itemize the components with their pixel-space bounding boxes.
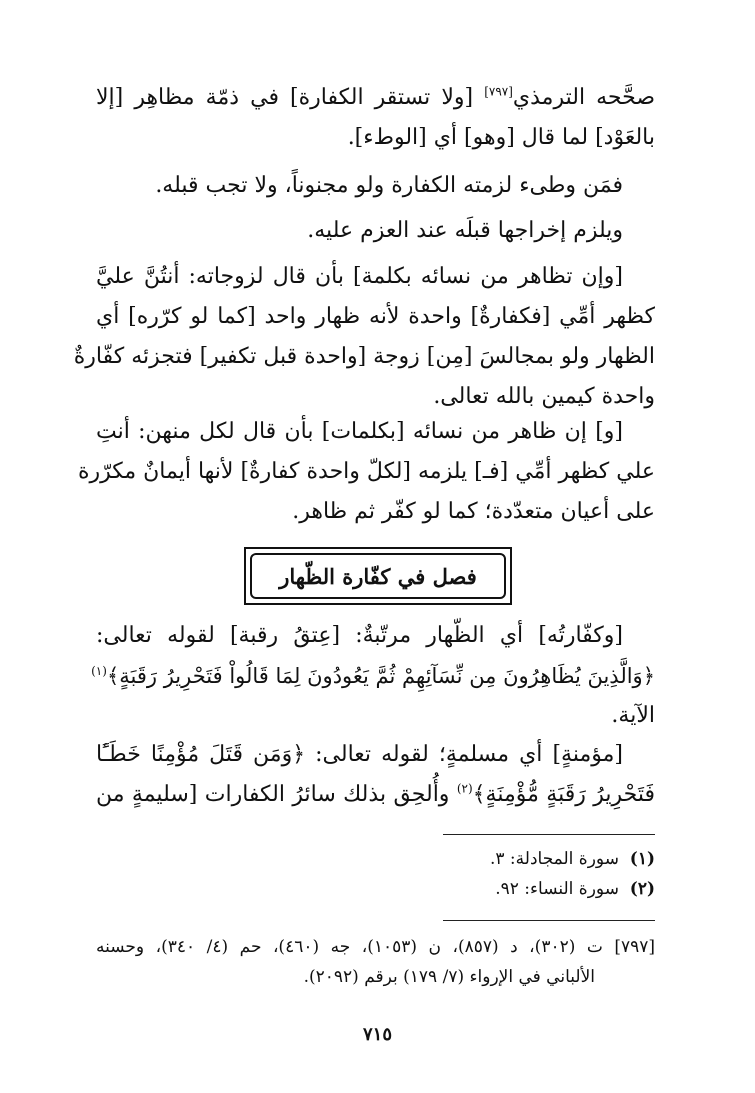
paragraph-2: فمَن وطىء لزمته الكفارة ولو مجنوناً، ولا تجب قبله. xyxy=(155,173,623,198)
endnote-separator xyxy=(443,920,655,921)
paragraph-3: ويلزم إخراجها قبلَه عند العزم عليه. xyxy=(307,218,623,243)
paragraph-4: [وإن تظاهر من نسائه بكلمة] بأن قال لزوجاته: أنتُنَّ عليَّ كظهر أمِّي [فكفارةٌ] واحدة لأنه ظهار واحد [كما لو كرّره] أي الظهار ولو بمجالسَ [مِن] زوجة [واحدة قبل تكفير] فتجزئه كفّارةٌ واحدة كيمين بالله تعالى. xyxy=(73,264,655,409)
endnote-ref: [٧٩٧] xyxy=(484,84,513,99)
footnotes xyxy=(96,844,655,904)
paragraph-1-line-1: صحَّحه الترمذي[٧٩٧] [ولا تستقر الكفارة] في ذمّة مظاهِر [إلا xyxy=(96,84,655,110)
section-heading: فصل في كفّارة الظّهار xyxy=(279,563,477,589)
paragraph-7: [مؤمنةٍ] أي مسلمةٍ؛ لقوله تعالى: ﴿وَمَن قَتَلَ مُؤْمِنًا خَطَـًٔا فَتَحْرِيرُ رَقَبَةٍ مُّؤْمِنَةٍ﴾$^{(٢)}$ وأُلحِق بذلك سائرُ الكفارات [سليمةٍ من xyxy=(96,735,655,815)
endnote: [٧٩٧] ت (٣٠٢)، د (٨٥٧)، ن (١٠٥٣)، جه (٤٦٠)، حم (٤/ ٣٤٠)، وحسنه الألباني في الإرواء (٧/ ١٧٩) برقم (٢٠٩٢). xyxy=(96,937,656,987)
footnote-1: (١) سورة المجادلة: ٣. xyxy=(489,849,655,869)
section-heading-frame xyxy=(244,547,512,605)
page-number: ٧١٥ xyxy=(362,1024,392,1045)
section-heading-inner-frame xyxy=(250,553,506,599)
quran-verse-1: ﴿وَالَّذِينَ يُظَاهِرُونَ مِن نِّسَآئِهِمْ ثُمَّ يَعُودُونَ لِمَا قَالُواْ فَتَحْرِيرُ رَقَبَةٍ﴾$^{(١)}$ xyxy=(91,664,655,688)
paragraph-1 xyxy=(96,78,655,158)
footnote-ref-1: (١) xyxy=(91,664,107,678)
footnote-ref-2: (٢) xyxy=(456,781,473,796)
paragraph-5: [و] إن ظاهر من نسائه [بكلمات] بأن قال لكل منهن: أنتِ علي كظهر أمِّي [فـ] يلزمه [لكلّ واحدة كفارةٌ] لأنها أيمانٌ مكرّرة على أعيان متعدّدة؛ كما لو كفّر ثم ظاهر. xyxy=(77,419,655,524)
footnote-separator xyxy=(443,834,655,835)
paragraph-6: [وكفّارتُه] أي الظّهار مرتّبةٌ: [عِتقُ رقبة] لقوله تعالى: ﴿وَالَّذِينَ يُظَاهِرُونَ مِن نِّسَآئِهِمْ ثُمَّ يَعُودُونَ لِمَا قَالُواْ فَتَحْرِيرُ رَقَبَةٍ﴾$^{(١)}$ الآية. xyxy=(91,623,655,728)
footnote-2: (٢) سورة النساء: ٩٢. xyxy=(495,879,655,899)
paragraph-7-line-2: فَتَحْرِيرُ رَقَبَةٍ مُّؤْمِنَةٍ﴾$^{(٢)}$ وأُلحِق بذلك سائرُ الكفارات [سليمةٍ من xyxy=(96,781,655,807)
paragraph-1-line-2: بالعَوْد] لما قال [وهو] أي [الوطء]. xyxy=(347,125,655,150)
